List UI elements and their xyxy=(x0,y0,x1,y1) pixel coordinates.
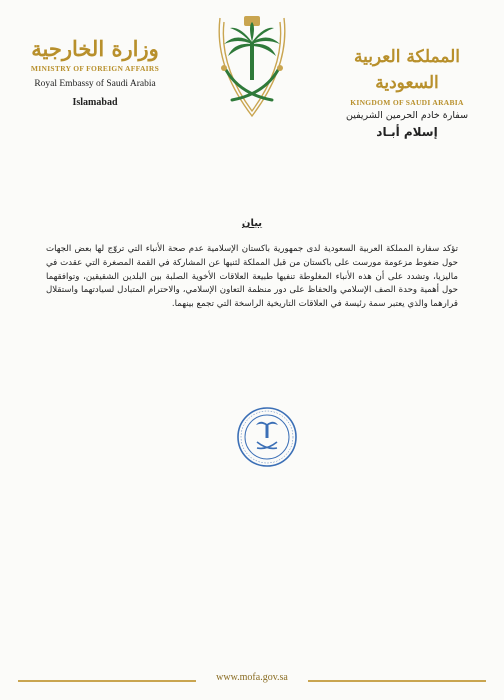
footer-website: www.mofa.gov.sa xyxy=(216,672,288,683)
letterhead-left xyxy=(20,36,170,108)
ministry-arabic: وزارة الخارجية xyxy=(31,36,159,61)
footer xyxy=(0,668,504,688)
city-english: Islamabad xyxy=(72,97,118,108)
statement-title-text: بيان xyxy=(241,218,263,229)
statement-body xyxy=(46,243,458,312)
footer-line-right xyxy=(308,680,486,682)
kingdom-arabic: المملكة العربية السعودية xyxy=(353,47,461,93)
city-arabic: إسلام أبـاد xyxy=(376,125,438,139)
saudi-emblem-palm-swords-icon xyxy=(210,12,294,120)
embassy-english: Royal Embassy of Saudi Arabia xyxy=(34,79,156,89)
embassy-arabic: سفارة خادم الحرمين الشريفين xyxy=(345,110,469,121)
statement-paragraph: تؤكد سفارة المملكة العربية السعودية لدى جمهورية باكستان الإسلامية عدم صحة الأنباء التي تروّج لها بعض الجهات حول ضغوط مزعومة مورست على باكستان من قبل المملكة لثنيها عن المشاركة في القمة المصغرة التي عقدت في ماليزيا، وتشدد على أن هذه الأنباء المغلوطة تنفيها طبيعة العلاقات الأخوية الصلبة بين البلدين الشقيقين، وتوافقهما حول أهمية وحدة الصف الإسلامي والحفاظ على دور منظمة التعاون الإسلامي، والاحترام المتبادل لسيادتهما واستقلال قرارهما والذي يعتبر سمة رئيسة في العلاقات التاريخية الراسخة التي تجمع بينهما. xyxy=(46,244,458,310)
kingdom-english: KINGDOM OF SAUDI ARABIA xyxy=(350,98,464,107)
statement-title xyxy=(0,218,504,229)
ministry-english: MINISTRY OF FOREIGN AFFAIRS xyxy=(30,64,160,73)
embassy-seal-stamp-icon xyxy=(236,406,298,468)
letterhead-right xyxy=(332,44,482,139)
